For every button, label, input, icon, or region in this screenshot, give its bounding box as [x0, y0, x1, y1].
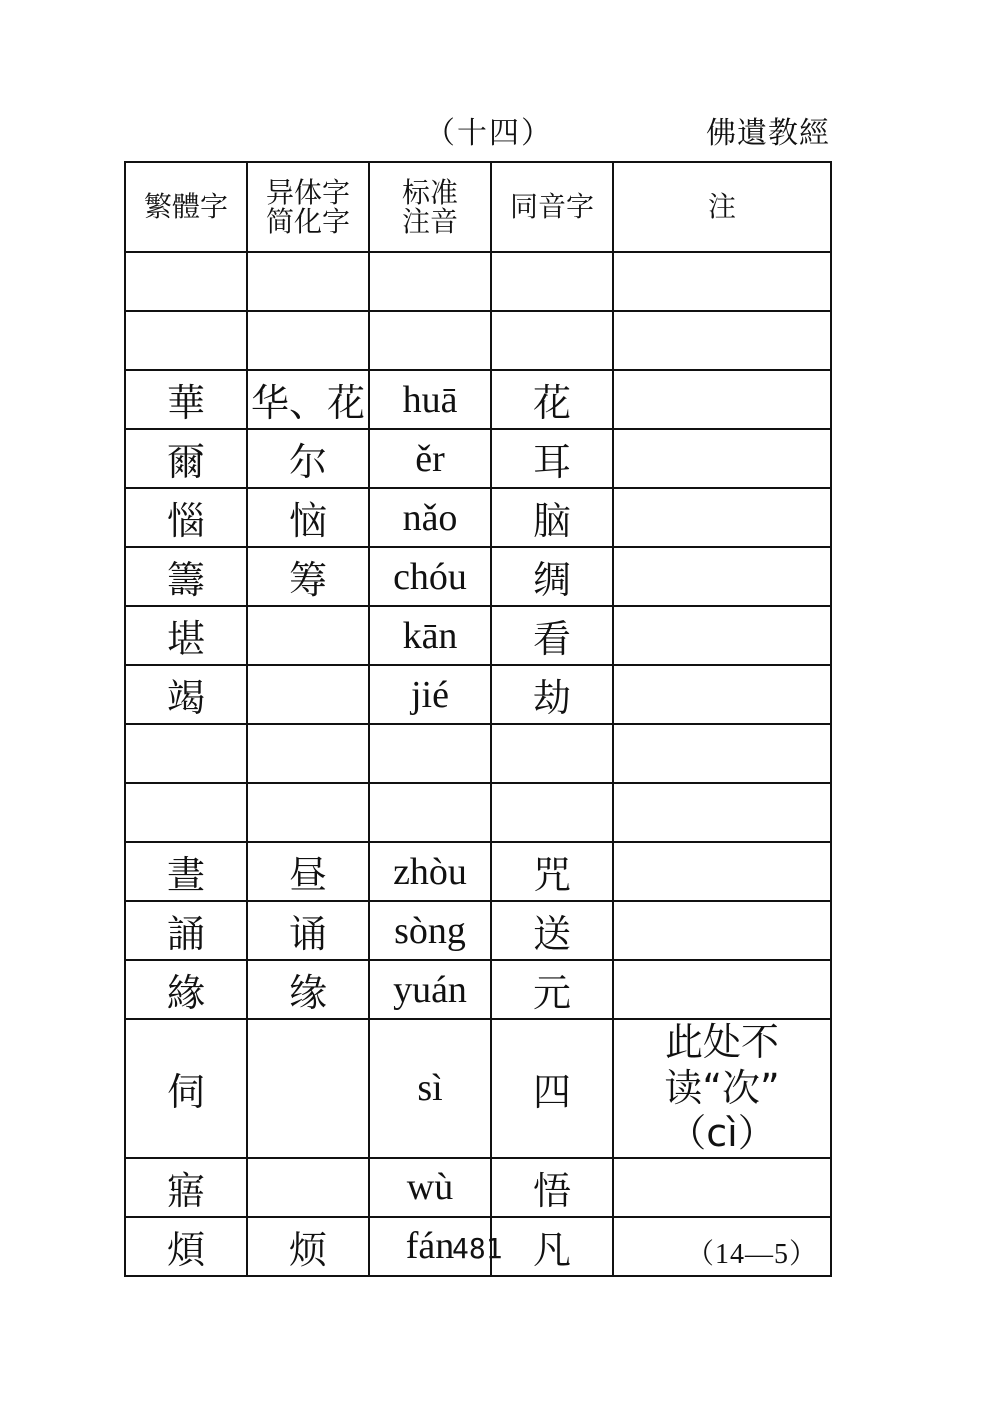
page-number: 481 [452, 1232, 503, 1265]
cell-homophone [491, 783, 613, 842]
table-row [125, 724, 831, 783]
cell-traditional [125, 311, 247, 370]
cell-note [613, 842, 831, 901]
cell-traditional [125, 252, 247, 311]
cell-pinyin [369, 252, 491, 311]
cell-homophone [491, 311, 613, 370]
cell-pinyin: zhòu [369, 842, 491, 901]
cell-note [613, 783, 831, 842]
cell-pinyin [369, 724, 491, 783]
cell-homophone [491, 724, 613, 783]
cell-simplified: 诵 [247, 901, 369, 960]
cell-simplified: 烦 [247, 1217, 369, 1276]
cell-pinyin: huā [369, 370, 491, 429]
cell-note [613, 311, 831, 370]
table-row [125, 606, 831, 665]
character-table [124, 161, 832, 1277]
cell-note [613, 960, 831, 1019]
cell-simplified [247, 783, 369, 842]
cell-traditional: 籌 [125, 547, 247, 606]
cell-simplified [247, 1158, 369, 1217]
cell-homophone: 花 [491, 370, 613, 429]
table-row [125, 783, 831, 842]
cell-pinyin: jié [369, 665, 491, 724]
cell-note [613, 488, 831, 547]
cell-pinyin: sòng [369, 901, 491, 960]
cell-traditional: 煩 [125, 1217, 247, 1276]
cell-homophone: 送 [491, 901, 613, 960]
cell-traditional: 華 [125, 370, 247, 429]
cell-pinyin: wù [369, 1158, 491, 1217]
header-note: 注 [613, 162, 831, 252]
cell-pinyin: yuán [369, 960, 491, 1019]
cell-pinyin: nǎo [369, 488, 491, 547]
header-pinyin [369, 162, 491, 252]
header-variant-line2: 简化字 [265, 205, 350, 238]
cell-homophone: 凡 [491, 1217, 613, 1276]
note-line-1: 此处不读“次” [664, 1020, 780, 1110]
cell-pinyin: sì [369, 1019, 491, 1158]
table-row [125, 429, 831, 488]
cell-traditional: 爾 [125, 429, 247, 488]
table-row [125, 842, 831, 901]
cell-simplified: 尔 [247, 429, 369, 488]
cell-traditional: 緣 [125, 960, 247, 1019]
cell-traditional: 伺 [125, 1019, 247, 1158]
cell-simplified [247, 724, 369, 783]
cell-note [613, 665, 831, 724]
table-row [125, 901, 831, 960]
cell-note [613, 1019, 831, 1158]
header-variant-simplified [247, 162, 369, 252]
cell-pinyin: chóu [369, 547, 491, 606]
table-row [125, 488, 831, 547]
table-row [125, 252, 831, 311]
document-title: 佛遺教經 [706, 116, 830, 151]
table-row [125, 665, 831, 724]
cell-traditional [125, 783, 247, 842]
cell-traditional: 竭 [125, 665, 247, 724]
cell-simplified: 筹 [247, 547, 369, 606]
cell-note [613, 370, 831, 429]
cell-homophone: 元 [491, 960, 613, 1019]
header-variant-line1: 异体字 [265, 175, 350, 209]
cell-note [613, 429, 831, 488]
cell-traditional: 誦 [125, 901, 247, 960]
table-row [125, 370, 831, 429]
cell-traditional: 惱 [125, 488, 247, 547]
cell-pinyin: fán [369, 1217, 491, 1276]
table-row [125, 960, 831, 1019]
cell-simplified [247, 606, 369, 665]
table-row [125, 547, 831, 606]
cell-simplified: 昼 [247, 842, 369, 901]
cell-note [613, 547, 831, 606]
cell-simplified: 恼 [247, 488, 369, 547]
cell-simplified: 缘 [247, 960, 369, 1019]
section-number: （十四） [425, 116, 553, 151]
page-code: （14—5） [686, 1239, 819, 1270]
cell-traditional: 晝 [125, 842, 247, 901]
cell-note [613, 1158, 831, 1217]
cell-pinyin [369, 783, 491, 842]
cell-homophone: 看 [491, 606, 613, 665]
cell-homophone: 悟 [491, 1158, 613, 1217]
cell-simplified [247, 665, 369, 724]
cell-note [613, 252, 831, 311]
cell-traditional [125, 724, 247, 783]
header-pinyin-line2: 注音 [401, 205, 458, 238]
cell-homophone: 咒 [491, 842, 613, 901]
table-row [125, 311, 831, 370]
cell-homophone [491, 252, 613, 311]
cell-homophone: 四 [491, 1019, 613, 1158]
cell-pinyin [369, 311, 491, 370]
cell-traditional: 寤 [125, 1158, 247, 1217]
header-row [125, 162, 831, 252]
cell-note [613, 901, 831, 960]
header-traditional: 繁體字 [125, 162, 247, 252]
cell-homophone: 耳 [491, 429, 613, 488]
cell-pinyin: kān [369, 606, 491, 665]
header-homophone: 同音字 [491, 162, 613, 252]
cell-simplified [247, 252, 369, 311]
cell-note [613, 606, 831, 665]
cell-homophone: 脑 [491, 488, 613, 547]
cell-simplified [247, 311, 369, 370]
header-pinyin-line1: 标准 [401, 175, 458, 209]
cell-note [613, 724, 831, 783]
cell-homophone: 劫 [491, 665, 613, 724]
cell-pinyin: ěr [369, 429, 491, 488]
cell-simplified: 华、花 [247, 370, 369, 429]
cell-homophone: 绸 [491, 547, 613, 606]
table-row [125, 1158, 831, 1217]
cell-traditional: 堪 [125, 606, 247, 665]
note-line-2: （cì） [668, 1111, 776, 1156]
cell-simplified [247, 1019, 369, 1158]
table-row [125, 1019, 831, 1158]
